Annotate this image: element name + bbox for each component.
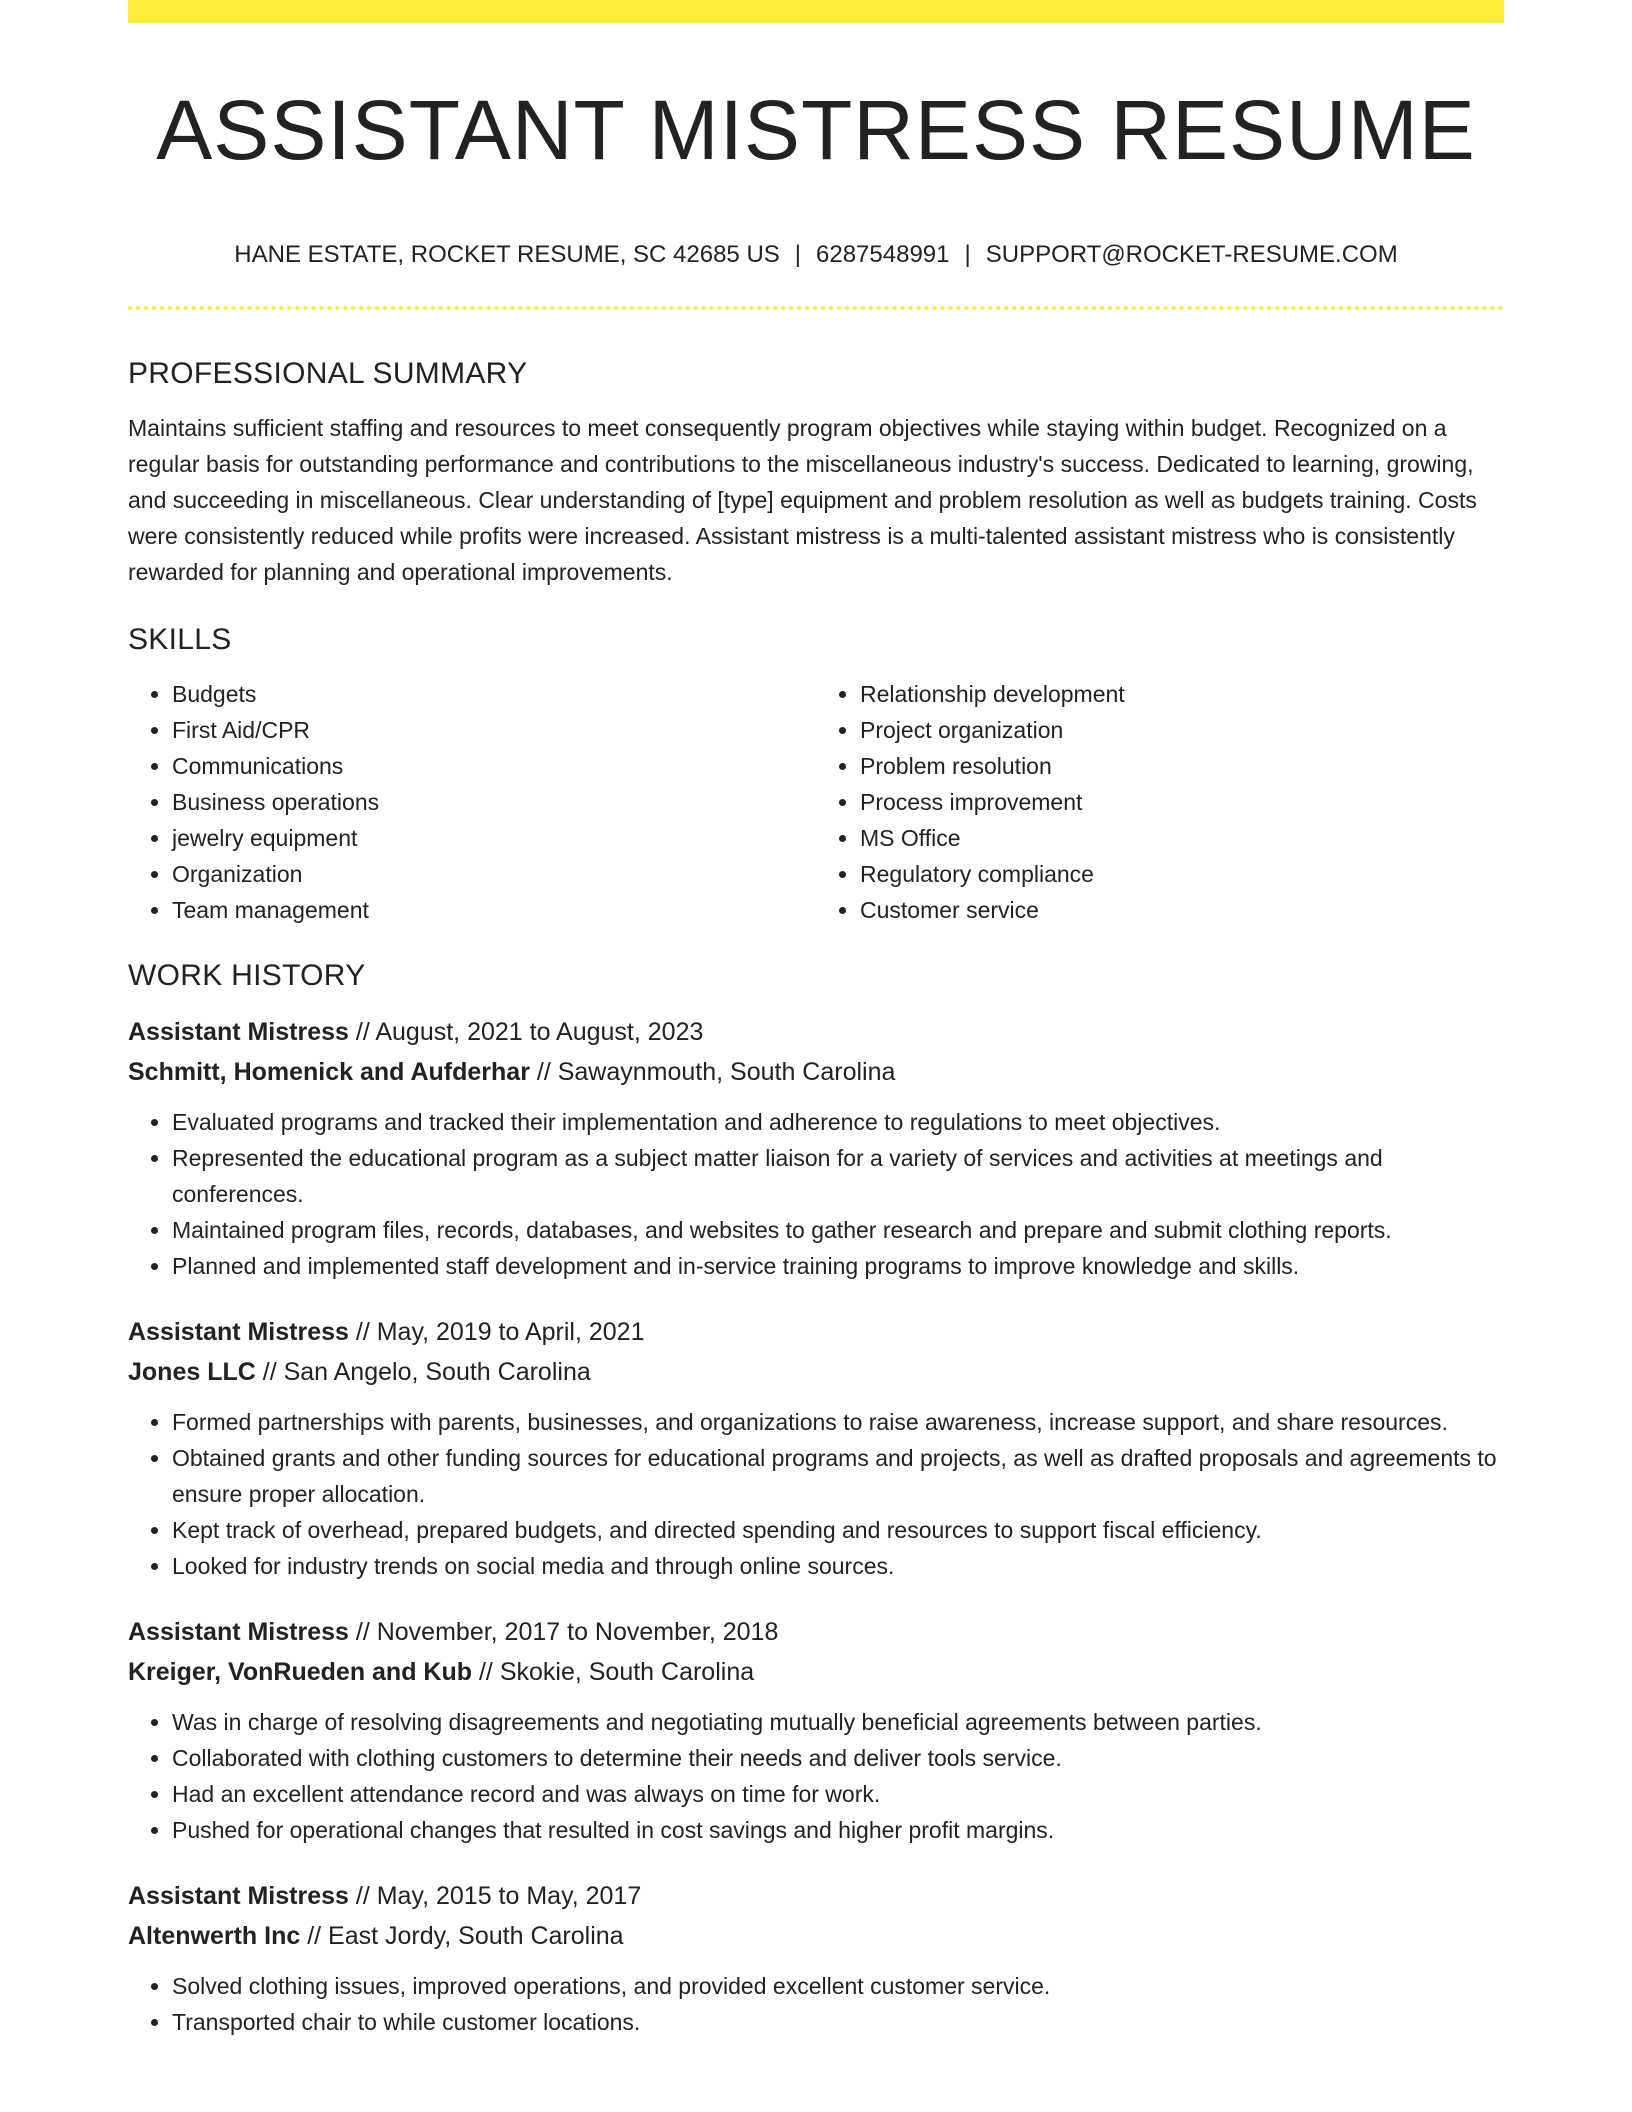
skill-item: • Business operations xyxy=(172,784,816,820)
job-bullet: • Represented the educational program as a subject matter liaison for a variety of services and activities at meetings and conferences. xyxy=(172,1140,1504,1212)
contact-email: SUPPORT@ROCKET-RESUME.COM xyxy=(985,241,1398,268)
job-location: // Sawaynmouth, South Carolina xyxy=(536,1058,896,1086)
skills-list xyxy=(128,676,1504,928)
accent-top-bar xyxy=(128,0,1504,23)
job-company-line xyxy=(128,1352,1504,1392)
job-entry xyxy=(128,1612,1504,1848)
job-title-line xyxy=(128,1612,1504,1652)
resume-title: ASSISTANT MISTRESS RESUME xyxy=(156,83,1476,177)
contact-address: HANE ESTATE, ROCKET RESUME, SC 42685 US xyxy=(234,241,780,268)
job-bullets xyxy=(128,1968,1504,2040)
job-dates: // May, 2015 to May, 2017 xyxy=(355,1882,642,1910)
dotted-divider xyxy=(128,306,1504,310)
job-title-line xyxy=(128,1012,1504,1052)
summary-heading: PROFESSIONAL SUMMARY xyxy=(128,357,528,390)
skill-item: • Process improvement xyxy=(860,784,1504,820)
job-bullet: • Planned and implemented staff development and in-service training programs to improve knowledge and skills. xyxy=(172,1248,1504,1284)
job-company-line xyxy=(128,1652,1504,1692)
job-bullet: • Collaborated with clothing customers to determine their needs and deliver tools service. xyxy=(172,1740,1504,1776)
job-bullet: • Pushed for operational changes that resulted in cost savings and higher profit margins. xyxy=(172,1812,1504,1848)
job-bullet: • Looked for industry trends on social media and through online sources. xyxy=(172,1548,1504,1584)
skill-item: • Problem resolution xyxy=(860,748,1504,784)
job-bullet: • Solved clothing issues, improved operations, and provided excellent customer service. xyxy=(172,1968,1504,2004)
job-entry xyxy=(128,1012,1504,1284)
skill-item: • Regulatory compliance xyxy=(860,856,1504,892)
job-dates: // November, 2017 to November, 2018 xyxy=(355,1618,779,1646)
job-bullet: • Transported chair to while customer locations. xyxy=(172,2004,1504,2040)
job-bullet: • Kept track of overhead, prepared budgets, and directed spending and resources to support fiscal efficiency. xyxy=(172,1512,1504,1548)
contact-separator: | xyxy=(794,241,802,268)
job-company-line xyxy=(128,1052,1504,1092)
job-bullet: • Maintained program files, records, databases, and websites to gather research and prepare and submit clothing reports. xyxy=(172,1212,1504,1248)
job-bullet: • Formed partnerships with parents, businesses, and organizations to raise awareness, increase support, and share resources. xyxy=(172,1404,1504,1440)
skill-item: • Budgets xyxy=(172,676,816,712)
job-entry xyxy=(128,1312,1504,1584)
job-bullet: • Was in charge of resolving disagreements and negotiating mutually beneficial agreements between parties. xyxy=(172,1704,1504,1740)
job-bullets xyxy=(128,1104,1504,1284)
job-company: Schmitt, Homenick and Aufderhar xyxy=(128,1058,530,1086)
job-bullets xyxy=(128,1704,1504,1848)
job-company: Kreiger, VonRueden and Kub xyxy=(128,1658,473,1686)
skill-item: • Team management xyxy=(172,892,816,928)
job-bullets xyxy=(128,1404,1504,1584)
contact-phone: 6287548991 xyxy=(816,241,950,268)
resume-content xyxy=(128,352,1504,2068)
skill-item: • Relationship development xyxy=(860,676,1504,712)
job-bullet: • Evaluated programs and tracked their implementation and adherence to regulations to meet objectives. xyxy=(172,1104,1504,1140)
job-title: Assistant Mistress xyxy=(128,1618,349,1646)
skill-item: • MS Office xyxy=(860,820,1504,856)
job-entry xyxy=(128,1876,1504,2040)
contact-separator: | xyxy=(964,241,971,268)
work-history-list xyxy=(128,1012,1504,2040)
job-title: Assistant Mistress xyxy=(128,1882,349,1910)
skill-item: • First Aid/CPR xyxy=(172,712,816,748)
job-title: Assistant Mistress xyxy=(128,1018,349,1046)
work-history-heading: WORK HISTORY xyxy=(128,959,366,992)
job-dates: // May, 2019 to April, 2021 xyxy=(355,1318,645,1346)
job-bullet: • Obtained grants and other funding sources for educational programs and projects, as well as drafted proposals and agreements to ensure proper allocation. xyxy=(172,1440,1504,1512)
job-location: // Skokie, South Carolina xyxy=(478,1658,755,1686)
job-company: Altenwerth Inc xyxy=(128,1922,301,1950)
job-title-line xyxy=(128,1876,1504,1916)
summary-text: Maintains sufficient staffing and resources to meet consequently program objectives while staying within budget. Recognized on a regular basis for outstanding performance and contributions to the miscellaneous industry's success. Dedicated to learning, growing, and succeeding in miscellaneous. Clear understanding of [type] equipment and problem resolution as well as budgets training. Costs were consistently reduced while profits were increased. Assistant mistress is a multi-talented assistant mistress who is consistently rewarded for planning and operational improvements. xyxy=(128,415,1477,585)
job-location: // East Jordy, South Carolina xyxy=(307,1922,624,1950)
job-title-line xyxy=(128,1312,1504,1352)
skills-column-left xyxy=(128,676,816,928)
skill-item: • jewelry equipment xyxy=(172,820,816,856)
contact-line xyxy=(128,237,1504,273)
job-title: Assistant Mistress xyxy=(128,1318,349,1346)
job-bullet: • Had an excellent attendance record and was always on time for work. xyxy=(172,1776,1504,1812)
job-location: // San Angelo, South Carolina xyxy=(262,1358,591,1386)
skills-column-right xyxy=(816,676,1504,928)
job-dates: // August, 2021 to August, 2023 xyxy=(355,1018,704,1046)
skill-item: • Organization xyxy=(172,856,816,892)
job-company-line xyxy=(128,1916,1504,1956)
job-company: Jones LLC xyxy=(128,1358,256,1386)
skill-item: • Communications xyxy=(172,748,816,784)
skill-item: • Project organization xyxy=(860,712,1504,748)
skill-item: • Customer service xyxy=(860,892,1504,928)
skills-heading: SKILLS xyxy=(128,623,232,656)
